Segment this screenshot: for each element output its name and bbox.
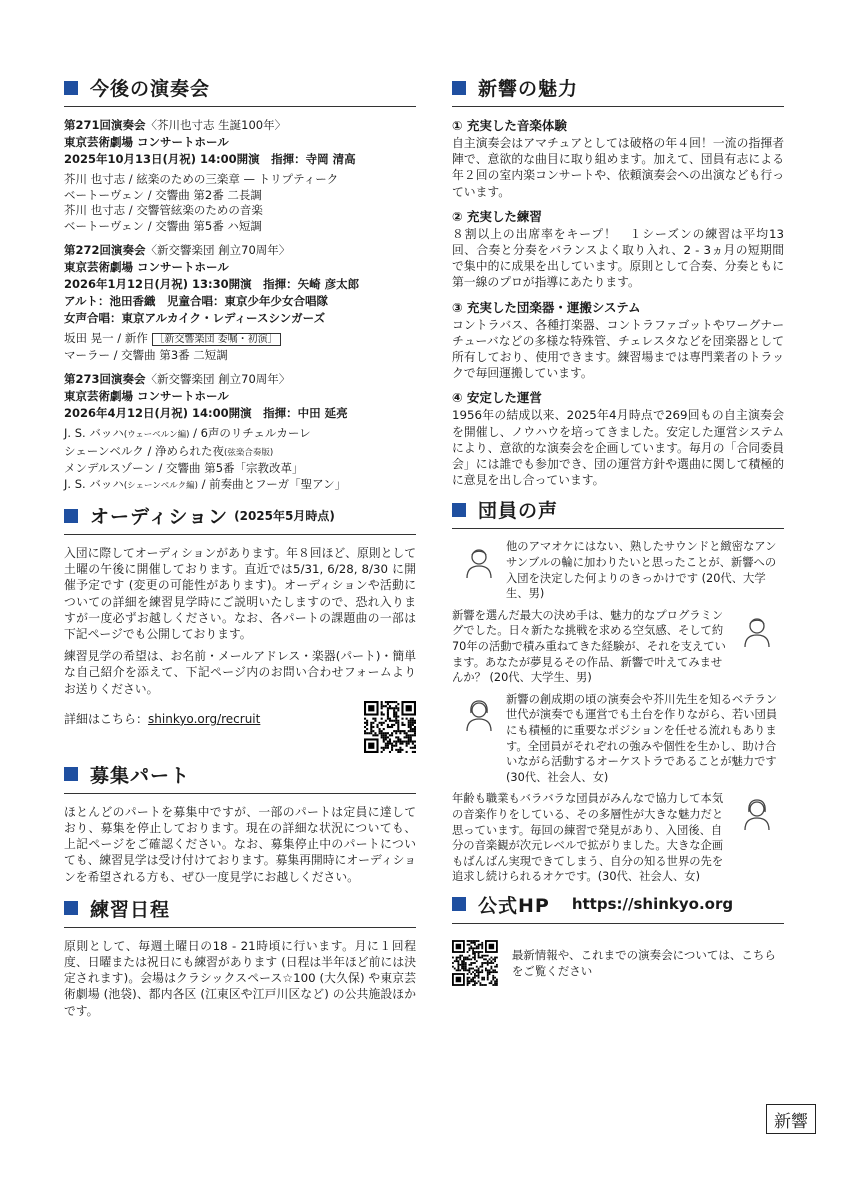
concert-venue: 東京芸術劇場 コンサートホール	[64, 260, 229, 274]
concerts-header	[64, 74, 416, 107]
concert-date: 2026年4月12日(月祝) 14:00開演	[64, 406, 252, 420]
program-text: ベートーヴェン / 交響曲 第5番 ハ短調	[64, 218, 262, 233]
appeal-header	[452, 74, 784, 107]
appeal-item-title: ② 充実した練習	[452, 208, 542, 224]
program-text: マーラー / 交響曲 第3番 二短調	[64, 347, 228, 362]
program-item	[64, 188, 416, 204]
program-text: メンデルスゾーン / 交響曲 第5番「宗教改革」	[64, 461, 304, 475]
appeal-item-text: 自主演奏会はアマチュアとしては破格の年４回！一流の指揮者陣で、意欲的な曲目に取り組めます。加えて、団員有志による年２回の室内楽コンサートや、依頼演奏会への出演なども行っています。	[452, 136, 784, 199]
program-arrangement: (弦楽合奏版)	[224, 447, 274, 458]
schedule-text: 原則として、毎週土曜日の18 - 21時頃に行います。月に１回程度、日曜または祝日にも練習があります (日程は半年ほど前には決定されます)。会場はクラシックスペース☆100 (大久保) や東京芸術劇場 (池袋)、都内各区 (江東区や江戸川区など) の公共施設ほかです。	[64, 938, 416, 1018]
logo-text: 新響	[774, 1111, 808, 1132]
hp-text: 最新情報や、これまでの演奏会については、こちらをご覧ください	[511, 947, 776, 978]
recruit-header	[64, 761, 416, 794]
appeal-item-text: コントラバス、各種打楽器、コントラファゴットやワーグナーチューバなどの多様な特殊管、チェレスタなどを団楽器として所有しており、使用できます。練習場までは専門業者のトラックで毎回運搬しています。	[452, 317, 784, 381]
concert-header	[64, 371, 416, 422]
concert-subtitle: 〈新交響楽団 創立70周年〉	[145, 243, 291, 257]
program-item	[64, 426, 416, 444]
recruit-url-link[interactable]: shinkyo.org/recruit	[148, 711, 261, 726]
appeal-list	[452, 117, 784, 488]
audition-paragraph-2: 練習見学の希望は、お名前・メールアドレス・楽器(パート)・簡単な自己紹介を添えて、下記ページ内のお問い合わせフォームよりお送りください。	[64, 649, 416, 696]
program-text: シェーンベルク / 浄められた夜	[64, 443, 224, 458]
concert-date: 2026年1月12日(月祝) 13:30開演	[64, 277, 252, 291]
voice-text: 他のアマオケにはない、熟したサウンドと緻密なアンサンブルの輪に加わりたいと思ったことが、新響への入団を決定した何よりのきっかけです (20代、大学生、男)	[506, 540, 777, 601]
voices-title: 団員の声	[478, 500, 559, 523]
concert-title-line	[64, 371, 416, 388]
concert-soloists: 女声合唱：東京アルカイク・レディースシンガーズ	[64, 311, 326, 325]
concert-program	[64, 426, 416, 494]
concerts-title: 今後の演奏会	[90, 78, 211, 100]
audition-header	[64, 502, 416, 535]
concert-number: 第273回演奏会	[64, 372, 146, 386]
program-item	[64, 219, 416, 235]
voice-item	[452, 692, 784, 786]
left-column	[64, 74, 416, 1027]
orchestra-logo	[766, 1104, 816, 1134]
concert-conductor: 指揮：矢崎 彦太郎	[263, 277, 360, 291]
hp-title: 公式HP	[478, 894, 550, 917]
voice-list	[452, 539, 784, 884]
concert-title-line	[64, 117, 416, 134]
program-item	[64, 331, 416, 348]
concert-title-line	[64, 242, 416, 259]
program-text: J. S. バッハ	[64, 476, 124, 491]
appeal-item	[452, 389, 784, 488]
details-label: 詳細はこちら：	[64, 711, 149, 726]
female-person-icon	[740, 797, 774, 831]
program-item	[64, 348, 416, 364]
hp-header	[452, 891, 784, 924]
concert-number: 第272回演奏会	[64, 243, 146, 257]
concert-subtitle: 〈新交響楽団 創立70周年〉	[145, 372, 291, 386]
schedule-title: 練習日程	[90, 898, 171, 921]
concert-item	[64, 371, 416, 494]
concert-program	[64, 172, 416, 234]
concert-date: 2025年10月13日(月祝) 14:00開演	[64, 152, 260, 166]
program-text: 芥川 也寸志 / 交響管絃楽のための音楽	[64, 203, 263, 217]
recruit-body	[64, 804, 416, 885]
appeal-item-title: ④ 安定した運営	[452, 390, 542, 406]
hp-url-link[interactable]: https://shinkyo.org	[571, 895, 734, 914]
program-item	[64, 444, 416, 462]
program-item	[64, 461, 416, 477]
appeal-item-title: ③ 充実した団楽器・運搬システム	[452, 299, 641, 315]
concert-soloists: アルト：池田香織 児童合唱：東京少年少女合唱隊	[64, 294, 329, 308]
schedule-body	[64, 938, 416, 1019]
male-person-icon	[740, 614, 774, 648]
appeal-item	[452, 117, 784, 200]
concert-header	[64, 242, 416, 327]
recruit-link-line	[64, 711, 260, 727]
concert-date-line	[64, 151, 416, 168]
concert-conductor: 指揮：寺岡 清高	[271, 152, 356, 166]
recruit-qr-code-icon	[364, 701, 416, 753]
section-marker-icon	[64, 81, 78, 95]
section-marker-icon	[64, 901, 78, 915]
concert-subtitle: 〈芥川也寸志 生誕100年〉	[145, 118, 287, 132]
program-item	[64, 172, 416, 188]
concert-date-line	[64, 405, 416, 422]
concert-item	[64, 242, 416, 363]
appeal-item-text: 1956年の結成以来、2025年4月時点で269回もの自主演奏会を開催し、ノウハウを培ってきました。安定した運営システムにより、意欲的な演奏会を企画しています。毎月の「合同委員会」には誰でも参加でき、団の運営方針や選曲に関して積極的に意見を出し合っています。	[452, 408, 784, 488]
voice-text: 新響を選んだ最大の決め手は、魅力的なプログラミングでした。日々新たな挑戦を求める空気感、そして約70年の活動で積み重ねてきた経験が、それを支えています。あなたが夢見るその作品、新響で叶えてみませんか？ (20代、大学生、男)	[452, 608, 726, 685]
voices-header	[452, 496, 784, 529]
voice-item	[452, 608, 784, 686]
voice-text: 新響の創成期の頃の演奏会や芥川先生を知るベテラン世代が演奏でも運営でも土台を作りながら、若い団員にも積極的に重要なポジションを任せる流れもあります。全団員がそれぞれの強みや個性を生かし、助け合いながら活動するオーケストラであることが魅力です (30代、社会人、女)	[506, 692, 778, 784]
program-text: ベートーヴェン / 交響曲 第2番 二長調	[64, 187, 262, 202]
program-arrangement: (シェーンベルク編)	[123, 480, 198, 491]
section-marker-icon	[452, 81, 466, 95]
concert-program	[64, 331, 416, 363]
audition-title: オーディション	[90, 506, 229, 528]
hp-row	[452, 934, 784, 992]
recruit-title: 募集パート	[90, 764, 191, 787]
program-text: 坂田 晃一 / 新作	[64, 331, 148, 345]
male-person-icon	[462, 545, 496, 579]
section-marker-icon	[452, 897, 466, 911]
right-column	[452, 74, 784, 992]
concert-list	[64, 117, 416, 494]
program-text: 芥川 也寸志 / 絃楽のための三楽章 — トリプティーク	[64, 172, 339, 186]
schedule-header	[64, 895, 416, 928]
concert-venue: 東京芸術劇場 コンサートホール	[64, 389, 229, 403]
section-marker-icon	[64, 509, 78, 523]
concert-item	[64, 117, 416, 234]
appeal-item-title: ① 充実した音楽体験	[452, 118, 567, 133]
hp-qr-code-icon	[452, 934, 498, 992]
program-arrangement: (ウェーベルン編)	[123, 430, 190, 440]
concert-conductor: 指揮：中田 延亮	[263, 406, 348, 420]
female-person-icon	[462, 698, 496, 732]
audition-body	[64, 545, 416, 753]
recruit-link-row	[64, 701, 416, 753]
voice-text: 年齢も職業もバラバラな団員がみんなで協力して本気の音楽作りをしている、その多層性が大きな魅力だと思っています。毎回の練習で発見があり、入団後、自分の音楽観が次元レベルで拡がりました。大きな企画もばんばん実現できてしまう、自分の知る世界の先を追求し続けられるオケです。(30代、社会人、女)	[452, 792, 724, 884]
concert-number: 第271回演奏会	[64, 118, 146, 132]
appeal-item	[452, 208, 784, 291]
appeal-item	[452, 299, 784, 382]
program-item	[64, 477, 416, 495]
program-text-rest: / 6声のリチェルカーレ	[189, 426, 311, 440]
section-marker-icon	[452, 503, 466, 517]
program-text: J. S. バッハ	[64, 426, 124, 440]
audition-note: (2025年5月時点)	[234, 509, 335, 523]
program-item	[64, 203, 416, 219]
voice-item	[452, 791, 784, 885]
program-text-rest: / 前奏曲とフーガ「聖アン」	[197, 476, 347, 491]
concert-date-line	[64, 276, 416, 293]
program-commission-badge: ［新交響楽団 委嘱・初演］	[152, 333, 281, 346]
recruit-text: ほとんどのパートを募集中ですが、一部のパートは定員に達しており、募集を停止しております。現在の詳細な状況についても、上記ページをご確認ください。なお、募集停止中のパートについても、練習見学は受け付けております。募集再開時にオーディションを希望される方も、ぜひ一度見学にお越しください。	[64, 804, 416, 884]
appeal-item-text: ８割以上の出席率をキープ！ １シーズンの練習は平均13回、合奏と分奏をバランスよく取り入れ、2 - 3ヵ月の短期間で集中的に成果を出しています。原則として合奏、分奏ともに第一線のプロが指導にあたります。	[452, 226, 784, 290]
section-marker-icon	[64, 767, 78, 781]
appeal-title: 新響の魅力	[478, 78, 579, 100]
concert-header	[64, 117, 416, 168]
voice-item	[452, 539, 784, 601]
audition-paragraph-1: 入団に際してオーディションがあります。年８回ほど、原則として土曜の午後に開催しております。直近では5/31, 6/28, 8/30 に開催予定です (変更の可能性があります)。オーディションや活動についての詳細を練習見学時にご説明いたしますので、恐れ入りますが一度必ずお越しください。なお、各パートの課題曲の一部は下記ページでも公開しております。	[64, 546, 416, 642]
concert-venue: 東京芸術劇場 コンサートホール	[64, 135, 229, 149]
